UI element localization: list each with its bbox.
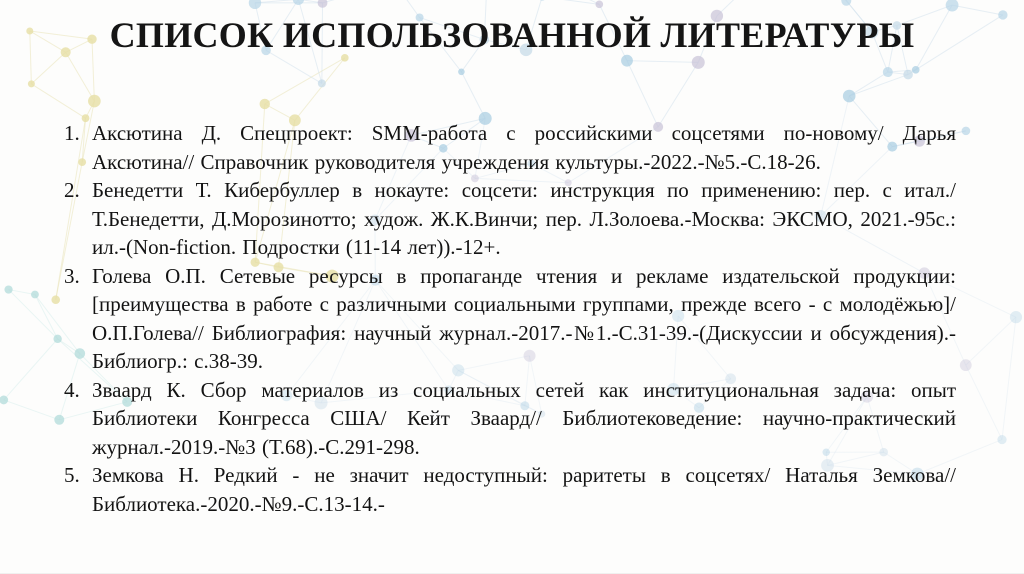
- reference-item: [64, 461, 956, 518]
- reference-number: 5.: [64, 463, 80, 487]
- reference-number: 3.: [64, 263, 80, 288]
- reference-item: [64, 376, 956, 462]
- reference-list: [64, 119, 956, 518]
- reference-text: Голева О.П. Сетевые ресурсы в пропаганде чтения и рекламе издательской продукции: [преимущества в работе с различными социальными группами, прежде всего - с молодёжью]/ О.П.Голева// Библиография: научный журнал.-2017.-№1.-С.31-39.-(Дискуссии и обсуждения).-Библиогр.: с.38-39.: [92, 263, 956, 373]
- reference-number: 4.: [64, 377, 80, 402]
- reference-item: [64, 262, 956, 376]
- reference-text: Бенедетти Т. Кибербуллер в нокауте: соцсети: инструкция по применению: пер. с итал./ Т.Бенедетти, Д.Морозинотто; худож. Ж.К.Винчи; пер. Л.Золоева.-Москва: ЭКСМО, 2021.-95с.: ил.-(Non-fiction. Подростки (11-14 лет)).-12+.: [92, 178, 956, 259]
- reference-text: Аксютина Д. Спецпроект: SMM-работа с российскими соцсетями по-новому/ Дарья Аксютина// Справочник руководителя учреждения культуры.-2022.-№5.-С.18-26.: [92, 121, 956, 174]
- reference-item: [64, 119, 956, 176]
- reference-text: Зваард К. Сбор материалов из социальных сетей как институциональная задача: опыт Библиотеки Конгресса США/ Кейт Зваард// Библиотековедение: научно-практический журнал.-2019.-№3 (Т.68).-С.291-298.: [92, 377, 956, 459]
- reference-number: 2.: [64, 178, 80, 202]
- page-title: СПИСОК ИСПОЛЬЗОВАННОЙ ЛИТЕРАТУРЫ: [109, 15, 915, 55]
- reference-number: 1.: [64, 121, 80, 145]
- reference-text: Земкова Н. Редкий - не значит недоступный: раритеты в соцсетях/ Наталья Земкова// Библиотека.-2020.-№9.-С.13-14.-: [92, 463, 956, 516]
- reference-item: [64, 176, 956, 262]
